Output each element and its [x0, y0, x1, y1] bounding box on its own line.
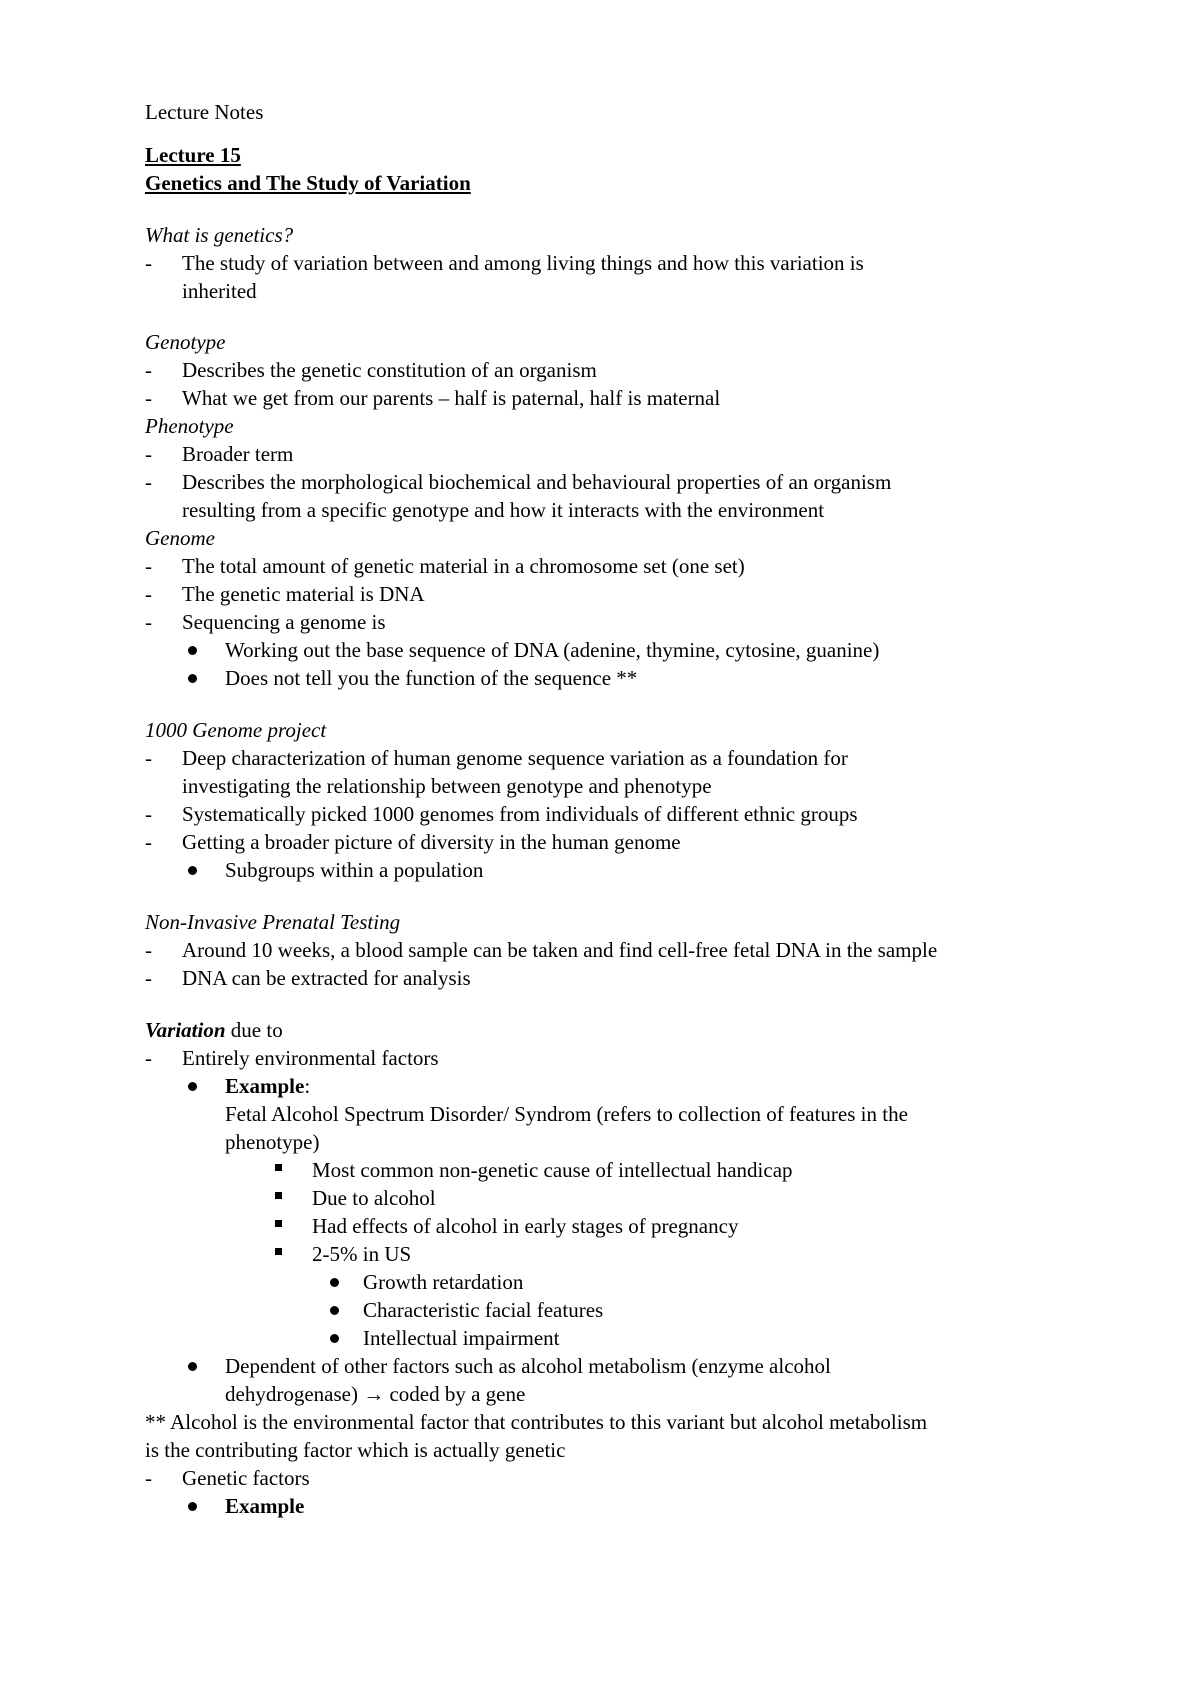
note-text: ** Alcohol is the environmental factor that contributes to this variant but alcohol metabolism — [145, 1410, 928, 1434]
list-item-continuation: resulting from a specific genotype and how it interacts with the environment — [182, 498, 825, 522]
list-item: - Around 10 weeks, a blood sample can be taken and find cell-free fetal DNA in the sample — [145, 938, 938, 962]
section-heading-genome: Genome — [145, 526, 215, 550]
list-item: - DNA can be extracted for analysis — [145, 966, 471, 990]
list-item-continuation: investigating the relationship between genotype and phenotype — [182, 774, 712, 798]
list-item: - Entirely environmental factors — [145, 1046, 439, 1070]
section-heading-phenotype: Phenotype — [145, 414, 234, 438]
list-item: - Describes the morphological biochemical and behavioural properties of an organism — [145, 470, 892, 494]
header-text: Lecture Notes — [145, 100, 264, 124]
sub-bullet-item: 2-5% in US — [145, 1240, 1085, 1268]
bullet-dot-icon — [188, 674, 197, 683]
list-item: - What we get from our parents – half is paternal, half is maternal — [145, 386, 721, 410]
sub-bullet-item: Due to alcohol — [145, 1184, 1085, 1212]
list-item: - Describes the genetic constitution of an organism — [145, 358, 597, 382]
bullet-item: Working out the base sequence of DNA (adenine, thymine, cytosine, guanine) — [145, 636, 1085, 664]
bullet-dot-icon — [188, 866, 197, 875]
sub-sub-bullet-item: Growth retardation — [145, 1268, 1085, 1296]
sub-bullet-item: Had effects of alcohol in early stages of pregnancy — [145, 1212, 1085, 1240]
bullet-item: Does not tell you the function of the sequence ** — [145, 664, 1085, 692]
bullet-item: Subgroups within a population — [145, 856, 1085, 884]
section-heading-1000-genome: 1000 Genome project — [145, 718, 327, 742]
document-body — [145, 98, 1085, 1520]
section-heading-genetics: What is genetics? — [145, 223, 294, 247]
list-item: - Genetic factors — [145, 1466, 310, 1490]
bullet-dot-icon — [188, 1082, 197, 1091]
note-text-continuation: is the contributing factor which is actually genetic — [145, 1438, 566, 1462]
section-heading-nipt: Non-Invasive Prenatal Testing — [145, 910, 401, 934]
bullet-dot-icon — [330, 1334, 339, 1343]
list-item: - Systematically picked 1000 genomes from individuals of different ethnic groups — [145, 802, 858, 826]
bullet-dot-icon — [330, 1306, 339, 1315]
section-heading-genotype: Genotype — [145, 330, 226, 354]
list-item-continuation: inherited — [182, 279, 257, 303]
bullet-item: Dependent of other factors such as alcohol metabolism (enzyme alcohol — [145, 1352, 1085, 1380]
list-item: - Broader term — [145, 442, 294, 466]
section-heading-variation: Variation due to — [145, 1018, 283, 1042]
lecture-number: Lecture 15 — [145, 143, 241, 167]
bullet-continuation: phenotype) — [225, 1130, 320, 1154]
list-item: - The total amount of genetic material in a chromosome set (one set) — [145, 554, 745, 578]
list-item: - The genetic material is DNA — [145, 582, 425, 606]
bullet-dot-icon — [188, 1362, 197, 1371]
sub-sub-bullet-item: Intellectual impairment — [145, 1324, 1085, 1352]
sub-bullet-item: Most common non-genetic cause of intellectual handicap — [145, 1156, 1085, 1184]
square-bullet-icon — [275, 1220, 282, 1227]
bullet-dot-icon — [330, 1278, 339, 1287]
bullet-dot-icon — [188, 646, 197, 655]
square-bullet-icon — [275, 1164, 282, 1171]
sub-sub-bullet-item: Characteristic facial features — [145, 1296, 1085, 1324]
right-arrow-icon: → — [363, 1382, 385, 1406]
list-item: - Getting a broader picture of diversity in the human genome — [145, 830, 681, 854]
list-item: - Sequencing a genome is — [145, 610, 386, 634]
list-item: - The study of variation between and among living things and how this variation is — [145, 251, 864, 275]
bullet-item: Example — [145, 1492, 1085, 1520]
lecture-title: Genetics and The Study of Variation — [145, 171, 471, 195]
bullet-continuation: dehydrogenase) → coded by a gene — [225, 1382, 526, 1406]
bullet-item: Example: — [145, 1072, 1085, 1100]
square-bullet-icon — [275, 1248, 282, 1255]
bullet-dot-icon — [188, 1502, 197, 1511]
bullet-continuation: Fetal Alcohol Spectrum Disorder/ Syndrom (refers to collection of features in the — [225, 1102, 908, 1126]
square-bullet-icon — [275, 1192, 282, 1199]
list-item: - Deep characterization of human genome sequence variation as a foundation for — [145, 746, 848, 770]
